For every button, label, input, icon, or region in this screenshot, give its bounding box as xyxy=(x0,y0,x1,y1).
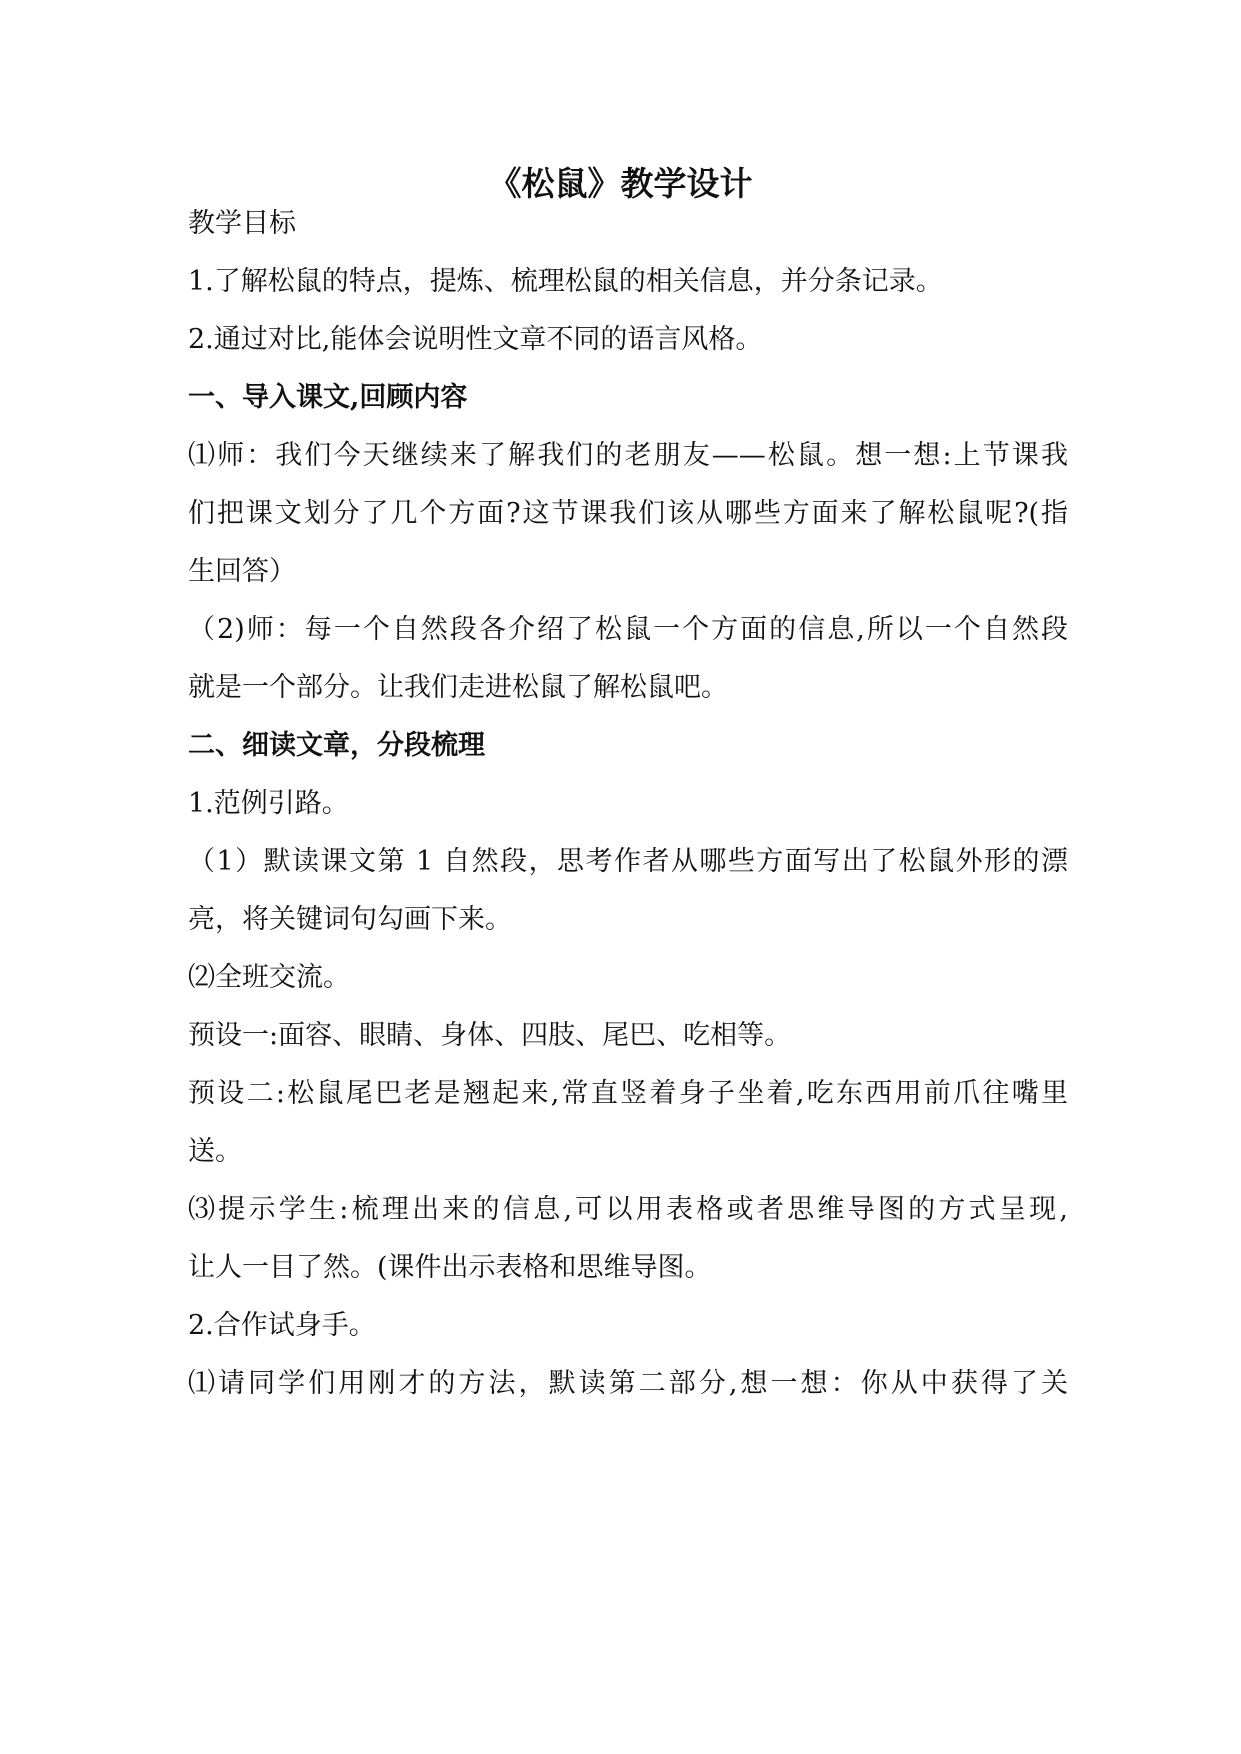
paragraph-line: （2)师：每一个自然段各介绍了松鼠一个方面的信息,所以一个自然段 xyxy=(188,614,1068,645)
paragraph-line: ⑴师：我们今天继续来了解我们的老朋友——松鼠。想一想:上节课我 xyxy=(188,440,1068,471)
goal-item-2: 2.通过对比,能体会说明性文章不同的语言风格。 xyxy=(188,324,763,355)
paragraph-line: 预设二:松鼠尾巴老是翘起来,常直竖着身子坐着,吃东西用前爪往嘴里 xyxy=(188,1078,1068,1109)
paragraph-line: 就是一个部分。让我们走进松鼠了解松鼠吧。 xyxy=(188,672,728,703)
section-heading-2: 二、细读文章，分段梳理 xyxy=(188,730,485,761)
step-heading-1: 1.范例引路。 xyxy=(188,788,349,819)
paragraph-line: 送。 xyxy=(188,1136,242,1167)
paragraph-line: 预设一:面容、眼睛、身体、四肢、尾巴、吃相等。 xyxy=(188,1020,792,1051)
paragraph-line: ⑵全班交流。 xyxy=(188,962,350,993)
goal-item-1: 1.了解松鼠的特点，提炼、梳理松鼠的相关信息，并分条记录。 xyxy=(188,266,943,297)
paragraph-line: 亮，将关键词句勾画下来。 xyxy=(188,904,512,935)
paragraph-line: 让人一目了然。(课件出示表格和思维导图。 xyxy=(188,1252,712,1283)
paragraph-line: 们把课文划分了几个方面?这节课我们该从哪些方面来了解松鼠呢?(指 xyxy=(188,498,1068,529)
section-heading-1: 一、导入课文,回顾内容 xyxy=(188,382,468,413)
paragraph-line: 生回答） xyxy=(188,556,296,587)
paragraph-line: （1）默读课文第 1 自然段，思考作者从哪些方面写出了松鼠外形的漂 xyxy=(188,846,1068,877)
step-heading-2: 2.合作试身手。 xyxy=(188,1310,376,1341)
document-title: 《松鼠》教学设计 xyxy=(488,164,753,203)
paragraph-line: ⑴请同学们用刚才的方法，默读第二部分,想一想：你从中获得了关 xyxy=(188,1368,1068,1399)
section-heading-teaching-goals: 教学目标 xyxy=(188,208,296,239)
paragraph-line: ⑶提示学生:梳理出来的信息,可以用表格或者思维导图的方式呈现, xyxy=(188,1194,1068,1225)
